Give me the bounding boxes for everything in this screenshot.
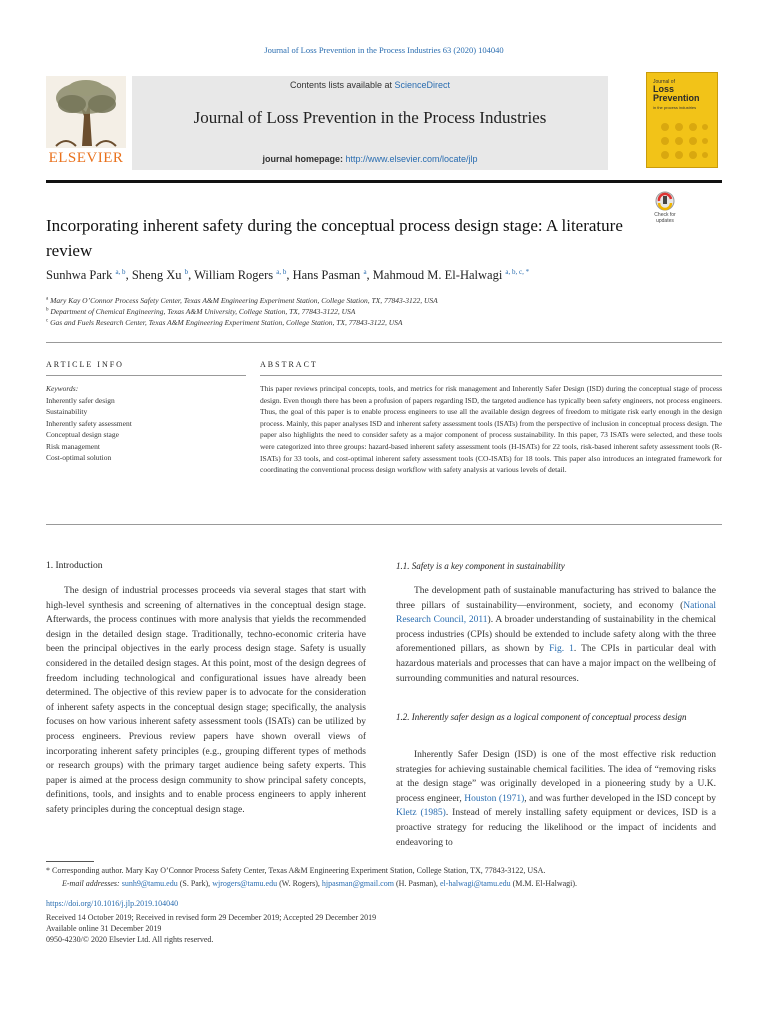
abstract-text: This paper reviews principal concepts, tools, and metrics for risk management and Inherently Safer Design (ISD) during the conceptual stage of process design. Even though there has been a profusion of papers regarding ISD, the targeted audience has typically been safety engineers, not process engineers. Thus, the goal of this paper is to enable process engineers to use all the available design degrees of freedom to mitigate risk early enough in the design process. Mainly, this paper analyses ISD and inherent safety assessment tools (ISATs) from the perspective of inclusion in conceptual process design. The paper also highlights the need to consider safety as a major component of process sustainability. In this paper, 73 ISATs were selected, and these tools were categorized into three groups: hazard-based inherent safety assessment tools (H-ISATs) for 22 tools, risk-based inherent safety assessment tools (R-ISATs) for 33 tools, and cost-optimal inherent safety assessment tools (CO-ISATs) for 18 tools. This paper also introduces an integrated framework for coordinating the conventional process design workflow with safety analysis at various levels of detail. [260, 384, 722, 475]
paragraph-text: The development path of sustainable manufacturing has strived to balance the three pillars of sustainability—environment, society, and economy ( [396, 586, 716, 611]
author-affil-sup[interactable]: a [363, 268, 367, 276]
citation-link[interactable]: Kletz (1985) [396, 808, 446, 819]
footnote-rule [46, 861, 94, 862]
author-name[interactable]: Hans Pasman [292, 268, 361, 283]
keyword: Cost-optimal solution [46, 453, 112, 462]
journal-cover-thumbnail[interactable] [646, 72, 718, 168]
email-link[interactable]: el-halwagi@tamu.edu [439, 879, 511, 888]
paragraph-text: . The CPIs in particular deal with hazardous materials and processes that can have a major impact on the wellbeing of surrounding communities and natural resources. [396, 644, 716, 684]
affiliation [46, 296, 722, 305]
keyword: Inherently safer design [46, 395, 115, 405]
affiliation-text: Gas and Fuels Research Center, Texas A&M Engineering Experiment Station, College Station, TX, 77843-3122, USA [50, 318, 403, 327]
section-heading-introduction: 1. Introduction [46, 561, 103, 571]
cover-journal-of: Journal of [653, 79, 675, 85]
affiliation [46, 318, 722, 327]
contents-prefix: Contents lists available at [289, 80, 395, 90]
keywords-list [46, 383, 246, 464]
cover-subtitle: in the process industries [653, 105, 697, 110]
article-info-heading: ARTICLE INFO [46, 360, 124, 369]
check-updates-icon [646, 190, 684, 212]
body-column-right-continued [396, 748, 716, 850]
paragraph-text: . Instead of merely installing safety equipment or devices, ISD is a proactive strategy for reducing the likelihood or the impact of incidents and endeavoring to [396, 808, 716, 848]
author-list: Sunhwa Park $^{a, b}$, Sheng Xu $^b$, William Rogers $^{a, b}$, Hans Pasman $^a$, Mahmoud M. El-Halwagi $^{a, b, c, *}$ [46, 268, 530, 283]
email-owner: (S. Park), [177, 879, 213, 888]
citation-link[interactable]: National Research Council, 2011 [396, 600, 716, 626]
author-affil-sup[interactable]: a, b [276, 268, 287, 276]
doi-link[interactable]: https://doi.org/10.1016/j.jlp.2019.104040 [46, 899, 179, 908]
tree-icon [46, 76, 126, 148]
homepage-label: journal homepage: [262, 154, 346, 164]
figure-link[interactable]: Fig. 1 [549, 644, 574, 655]
email-owner: (M.M. El-Halwagi). [510, 879, 578, 888]
copyright-notice: 0950-4230/© 2020 Elsevier Ltd. All rights reserved. [46, 935, 214, 944]
email-label: E-mail addresses: [62, 879, 122, 888]
email-link[interactable]: hjpasman@gmail.com [321, 879, 394, 888]
article-title: Incorporating inherent safety during the conceptual process design stage: A literature review [46, 216, 623, 260]
divider [46, 342, 722, 343]
body-column-left [46, 584, 366, 818]
available-online-date: Available online 31 December 2019 [46, 924, 162, 933]
cover-title-line1: Loss [653, 84, 675, 94]
homepage-line [132, 154, 608, 164]
paragraph-text: Inherently Safer Design (ISD) is one of the most effective risk reduction strategies for achieving sustainable chemical facilities. The idea of “removing risks at the design stage” was originally developed in a pioneering study by a U.K. process engineer, [396, 750, 716, 804]
header-rule [46, 180, 722, 183]
corresponding-author-note: * Corresponding author. Mary Kay O’Connor Process Safety Center, Texas A&M Engineering Experiment Station, College Station, TX, 77843-3122, USA. [46, 866, 546, 875]
sciencedirect-link[interactable]: ScienceDirect [394, 80, 451, 90]
email-owner: (W. Rogers), [277, 879, 322, 888]
author-affil-sup[interactable]: b [184, 268, 189, 276]
author-name[interactable]: Sunhwa Park [46, 268, 113, 283]
author-affil-sup[interactable]: a, b [115, 268, 126, 276]
received-dates: Received 14 October 2019; Received in revised form 29 December 2019; Accepted 29 December 2019 [46, 913, 377, 922]
body-column-right [396, 584, 716, 686]
paragraph-text: , and was further developed in the ISD concept by [524, 793, 716, 804]
subsection-heading-1-1: 1.1. Safety is a key component in sustainability [396, 561, 565, 571]
body-paragraph [396, 584, 716, 686]
body-paragraph: The design of industrial processes proceeds via several stages that start with high-level synthesis and screening of alternatives in the conceptual design stage. Afterwards, the process continues with more analysis that yields the recommended design in the detailed design stage. Traditionally, techno-economic criteria have been the principal objectives in the early process design stage. Safety is usually considered in the detailed design stages. At this point, most of the design degrees of freedom including technological and configurational issues have already been determined. The objective of this review paper is to advocate for the consideration of inherent safety aspects in the conceptual design stage; specifically, the analysis focuses on how various inherent safety assessment tools (ISATs) can be utilized by process engineers. Previous review papers have shown overall views of incorporating inherent safety principles (e.g., grouping different types of methods or research groups) with the primary target audience being safety experts. This paper is aimed at the process design community to show principal safety concepts, definitions, tools, and insights and to enable process engineers to apply inherent safety principles during the conceptual design stage. [46, 586, 366, 815]
divider [46, 375, 246, 376]
check-updates-label: Check for updates [654, 212, 676, 224]
homepage-link[interactable]: http://www.elsevier.com/locate/jlp [345, 154, 478, 164]
keyword: Conceptual design stage [46, 430, 119, 439]
body-paragraph [396, 748, 716, 850]
author-name[interactable]: Mahmoud M. El-Halwagi [372, 268, 503, 283]
keyword: Risk management [46, 441, 100, 451]
affiliation-sup: b [46, 307, 49, 313]
author-name[interactable]: Sheng Xu [131, 268, 182, 283]
cover-title [653, 85, 700, 103]
affiliation [46, 307, 722, 316]
affiliation-sup: a [46, 296, 49, 302]
email-link[interactable]: sunh9@tamu.edu [121, 879, 178, 888]
affiliation-text: Mary Kay O’Connor Process Safety Center, Texas A&M Engineering Experiment Station, College Station, TX, 77843-3122, USA [50, 296, 438, 305]
cover-pattern-icon [655, 119, 711, 163]
keyword: Inherently safety assessment [46, 418, 132, 428]
keyword: Sustainability [46, 407, 88, 416]
author-affil-sup[interactable]: a, b, c, * [505, 268, 530, 276]
email-addresses [62, 879, 722, 888]
abstract-heading: ABSTRACT [260, 360, 318, 369]
divider [46, 524, 722, 525]
affiliation-text: Department of Chemical Engineering, Texas A&M University, College Station, TX, 77843-3122, USA [50, 307, 356, 316]
contents-line [132, 80, 608, 90]
journal-title: Journal of Loss Prevention in the Process Industries [193, 108, 547, 127]
email-link[interactable]: wjrogers@tamu.edu [212, 879, 278, 888]
journal-citation[interactable]: Journal of Loss Prevention in the Process Industries 63 (2020) 104040 [264, 45, 504, 55]
keywords-label: Keywords: [46, 384, 79, 393]
affiliation-sup: c [46, 318, 49, 324]
divider [260, 375, 722, 376]
email-owner: (H. Pasman), [393, 879, 440, 888]
paragraph-text: ). A broader understanding of sustainability in the chemical process industries (CPIs) should be extended to include safety along with the three aforementioned pillars, as shown by [396, 615, 716, 655]
citation-link[interactable]: Houston (1971) [464, 793, 525, 804]
elsevier-wordmark: ELSEVIER [48, 150, 124, 166]
author-name[interactable]: William Rogers [194, 268, 274, 283]
subsection-heading-1-2: 1.2. Inherently safer design as a logical component of conceptual process design [396, 712, 687, 722]
cover-title-line2: Prevention [653, 93, 700, 103]
